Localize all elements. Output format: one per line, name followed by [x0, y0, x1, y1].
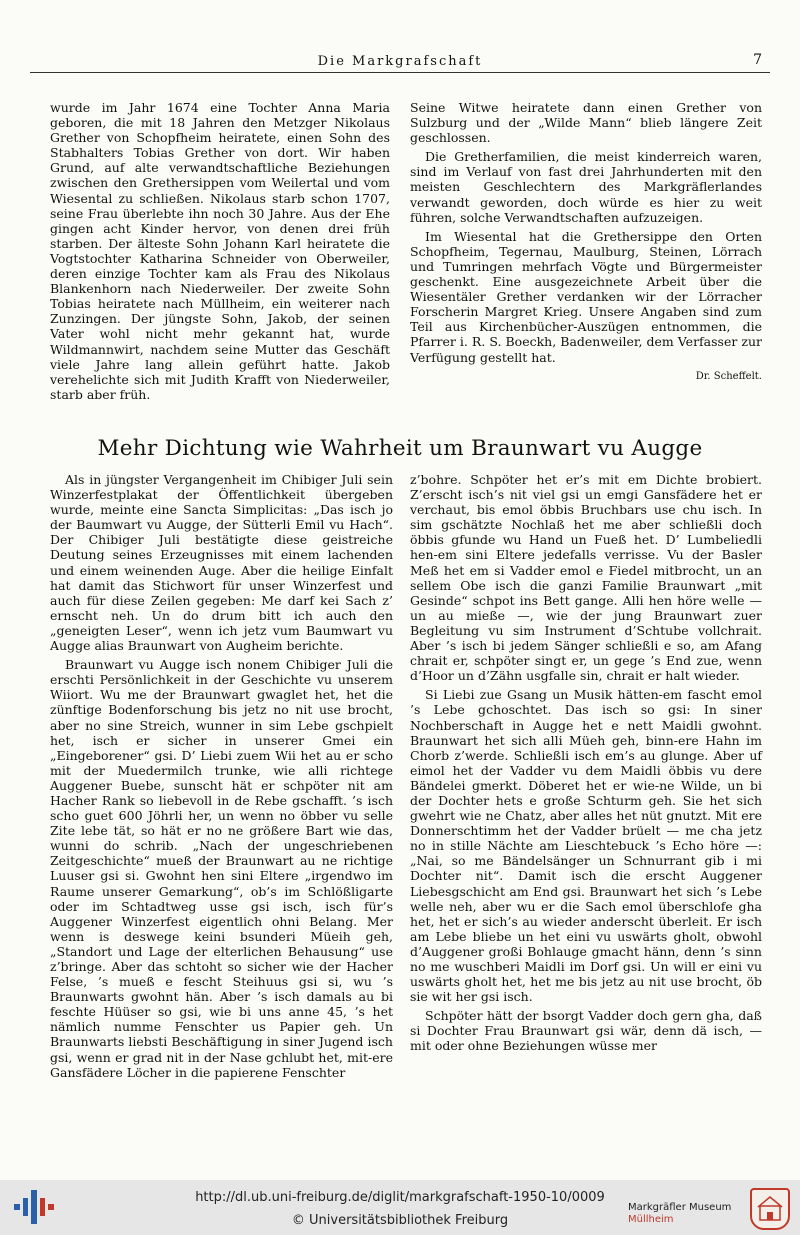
paragraph: Die Gretherfamilien, die meist kinderreich waren, sind im Verlauf von fast drei Jahrhunderten mit den meisten Geschlechtern des Markgräflerlandes verwandt geworden, doch würde es hier zu weit führen, solche Verwandtschaften aufzuzeigen. — [410, 149, 762, 225]
museum-city: Müllheim — [628, 1214, 674, 1225]
museum-crest-icon — [750, 1188, 790, 1230]
paragraph: Schpöter hätt der bsorgt Vadder doch gern gha, daß si Dochter Frau Braunwart gsi wär, denn dä isch, — mit oder ohne Beziehungen wüsse mer — [410, 1008, 762, 1054]
museum-credit — [628, 1202, 748, 1226]
running-title: Die Markgrafschaft — [317, 54, 483, 69]
article-title: Mehr Dichtung wie Wahrheit um Braunwart vu Augge — [97, 436, 703, 461]
paragraph: Als in jüngster Vergangenheit im Chibiger Juli sein Winzerfestplakat der Öffentlichkeit übergeben wurde, meinte eine Sancta Simplicitas: „Das isch jo der Baumwart vu Augge, der Sütterli Emil vu Hach“. Der Chibiger Juli bestätigte diese geistreiche Deutung seines Erzeugnisses mit einem lachenden und einem weinenden Auge. Aber die heilige Einfalt hat damit das Stichwort für unser Winzerfest und auch für diese Zeilen gegeben: Me darf kei Sach z’ ernscht neh. Un do drum bitt ich auch den „geneigten Leser“, wenn ich jetz vum Baumwart vu Augge alias Braunwart von Augheim berichte. — [50, 472, 393, 654]
paragraph: Seine Witwe heiratete dann einen Grether von Sulzburg und der „Wilde Mann“ blieb längere Zeit geschlossen. — [410, 100, 762, 146]
previous-article-right-column — [410, 100, 762, 384]
page-number: 7 — [753, 52, 762, 68]
copyright-notice: © Universitätsbibliothek Freiburg — [291, 1213, 509, 1228]
article-right-column — [410, 472, 762, 1058]
paragraph: Im Wiesental hat die Grethersippe den Orten Schopfheim, Tegernau, Maulburg, Steinen, Lörrach und Tumringen mehrfach Vögte und Bürgermeister geschenkt. Eine ausgezeichnete Arbeit über die Wiesentäler Grether verdanken wir der Lörracher Forscherin Margret Krieg. Unsere Angaben sind zum Teil aus Kirchenbücher-Auszügen entnommen, die Pfarrer i. R. S. Boeckh, Badenweiler, dem Verfasser zur Verfügung gestellt hat. — [410, 228, 762, 365]
paragraph: z’bohre. Schpöter het er’s mit em Dichte brobiert. Z’erscht isch’s nit viel gsi un emgi Gansfädere het er verchaut, bis emol öbbis Bruchbars use chu isch. In sim gschätzte Nochlaß het me aber schließli doch öbbis gfunde wu Hand un Fueß het. D’ Lumbeliedli hen-em sini Eltere jedefalls verrisse. Vu der Basler Meß het em si Vadder emol e Fiedel mitbrocht, un an sellem Obe isch die ganzi Familie Braunwart „mit Gesinde“ schpot ins Bett gange. Alli hen höre welle — un au mieße —, wie der jung Braunwart zuer Begleitung vu sim Instrument d’Schtube vollchrait. Aber ’s isch bi jedem Sänger schließli e so, am Afang chrait er, schpöter singt er, un gege ’s End zue, wenn d’Hoor un d’Zähn usgfalle sin, chrait er halt wieder. — [410, 472, 762, 684]
previous-article-left-column — [50, 100, 390, 406]
museum-name: Markgräfler Museum — [628, 1202, 732, 1213]
paragraph: Si Liebi zue Gsang un Musik hätten-em fascht emol ’s Lebe gchoschtet. Das isch so gsi: In siner Nochberschaft in Augge het e nett Maidli gwohnt. Braunwart het sich alli Müeh geh, binn-ere Hahn im Chorb z’werde. Schließli isch em’s au glunge. Aber uf eimol het der Vadder vu dem Maidli öbbis vu dere Bändelei gmerkt. Döberet het er wie-ne Wilde, un bi der Dochter hets e große Schturm geh. Sie het sich gwehrt wie ne Chatz, aber alles het nüt gnutzt. Mit ere Donnerschtimm het der Vadder brüelt — me cha jetz no in stille Nächte am Lieschtebuck ’s Echo höre —: „Nai, so me Bändelsänger un Schnurrant gib i mi Dochter nit“. Damit isch die erscht Auggener Liebesgschicht am End gsi. Braunwart het sich ’s Lebe welle neh, aber wu er die Sach emol überschlofe gha het, het er sich’s au wieder anderscht überleit. Er isch am Lebe bliebe un het eini vu uswärts gholt, obwohl d’Auggener großi Bohlauge gmacht hänn, denn ’s sinn no me wuschberi Maidli im Dorf gsi. Un will er eini vu uswärts gholt het, het me bis jetz au nit use brocht, öb sie wit her gsi isch. — [410, 687, 762, 1005]
article-left-column — [50, 472, 393, 1084]
page-header — [30, 52, 770, 73]
author-signature: Dr. Scheffelt. — [695, 370, 762, 382]
source-url-link[interactable]: http://dl.ub.uni-freiburg.de/diglit/markgrafschaft-1950-10/0009 — [195, 1190, 605, 1205]
footer-bar — [0, 1180, 800, 1235]
paragraph: wurde im Jahr 1674 eine Tochter Anna Maria geboren, die mit 18 Jahren den Metzger Nikolaus Grether von Schopfheim heiratete, einen Sohn des Stabhalters Tobias Grether von dort. Wir haben Grund, auf alte verwandtschaftliche Beziehungen zwischen den Grethersippen vom Weilertal und vom Wiesental zu schließen. Nikolaus starb schon 1707, seine Frau überlebte ihn noch 30 Jahre. Aus der Ehe gingen acht Kinder hervor, von denen drei früh starben. Der älteste Sohn Johann Karl heiratete die Vogtstochter Katharina Schneider von Oberweiler, deren einzige Tochter kam als Frau des Nikolaus Blankenhorn nach Niederweiler. Der zweite Sohn Tobias heiratete nach Müllheim, ein weiterer nach Zunzingen. Der jüngste Sohn, Jakob, der seinen Vater wohl nicht mehr gekannt hat, wurde Wildmannwirt, nachdem seine Mutter das Geschäft viele Jahre lang allein geführt hatte. Jakob verehelichte sich mit Judith Krafft von Niederweiler, starb aber früh. — [50, 100, 390, 402]
paragraph: Braunwart vu Augge isch nonem Chibiger Juli die erschti Persönlichkeit in der Geschichte vu unserem Wiiort. Wu me der Braunwart gwaglet het, het die zünftige Bodenforschung bis jetz no nit use brocht, aber no sine Streich, wunner in sim Lebe gschpielt het, isch er sicher in unserer Gmei ein „Eingeborener“ gsi. D’ Liebi zuem Wii het au er scho mit der Muedermilch trunke, wie alli richtege Auggener Buebe, sunscht hät er schpöter nit am Hacher Rank so liebevoll in de Rebe gschafft. ’s isch scho guet 600 Jöhrli her, un wenn no öbber vu selle Zite lebe tät, so hät er no ne größere Bart wie das, wunni do schrib. „Nach der ungeschriebenen Zeitgeschichte“ mueß der Braunwart au ne richtige Luuser gsi si. Gwohnt hen sini Eltere „irgendwo im Raume unserer Gemarkung“, ob’s im Schlößligarte oder im Schtadtweg usse gsi isch, isch für’s Auggener Winzerfest eigentlich ohni Belang. Mer wenn is deswege keini bsunderi Müeih geh, „Standort und Lage der elterlichen Behausung“ use z’bringe. Aber das schtoht so sicher wie der Hacher Felse, ’s mueß e fescht Steihuus gsi si, wu ’s Braunwarts gwohnt hän. Aber ’s isch damals au bi feschte Hüüser so gsi, wie bi uns anne 45, ’s het nämlich numme Fenschter us Papier geh. Un Braunwarts liebsti Beschäftigung in siner Jugend isch gsi, wenn er grad nit in der Nase gchlubt het, mit-ere Gansfädere Löcher in die papierene Fenschter — [50, 657, 393, 1080]
